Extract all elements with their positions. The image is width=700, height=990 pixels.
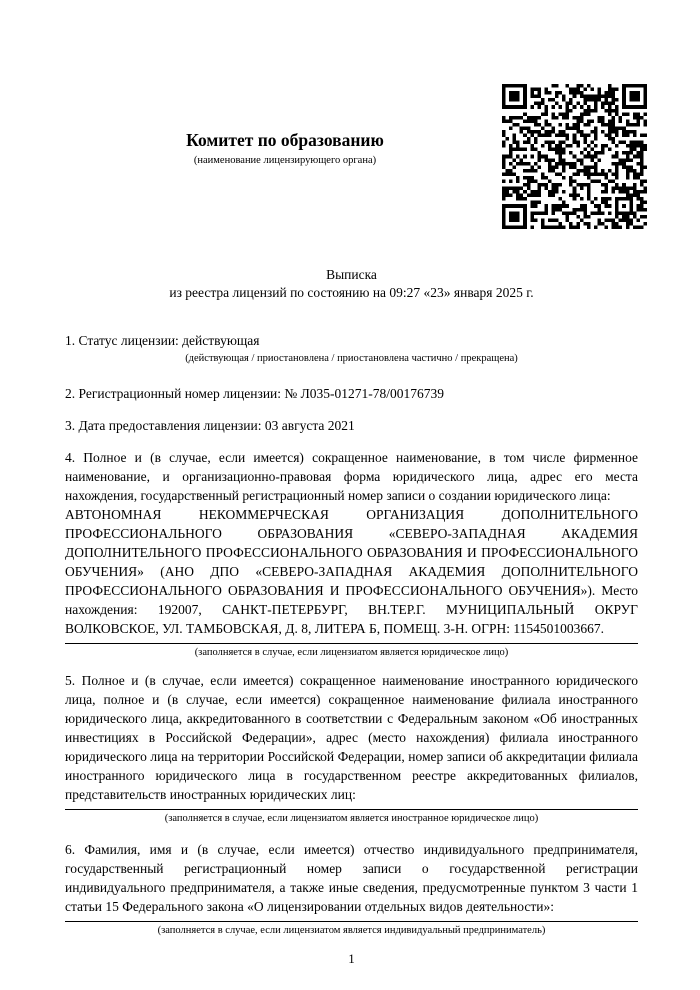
qr-code-icon — [502, 84, 647, 229]
fill-in-line — [65, 643, 638, 644]
item-4-legal-entity — [65, 448, 638, 659]
item-4-caption: (заполняется в случае, если лицензиатом является юридическое лицо) — [194, 647, 509, 658]
item-2-registration-number — [65, 384, 638, 403]
licensing-authority-caption: (наименование лицензирующего органа) — [193, 155, 377, 166]
item-6-text: 6. Фамилия, имя и (в случае, если имеется) отчество индивидуального предпринимателя, государственный регистрационный номер записи о государственной регистрации индивидуального предпринимателя, а также иные сведения, предусмотренные пунктом 3 части 1 статьи 15 Федерального закона «О лицензировании отдельных видов деятельности»: — [65, 842, 638, 914]
fill-in-line — [65, 809, 638, 810]
item-4-value: АВТОНОМНАЯ НЕКОММЕРЧЕСКАЯ ОРГАНИЗАЦИЯ ДОПОЛНИТЕЛЬНОГО ПРОФЕССИОНАЛЬНОГО ОБРАЗОВАНИЯ «СЕВЕРО-ЗАПАДНАЯ АКАДЕМИЯ ДОПОЛНИТЕЛЬНОГО ПРОФЕССИОНАЛЬНОГО ОБРАЗОВАНИЯ И ПРОФЕССИОНАЛЬНОГО ОБУЧЕНИЯ» (АНО ДПО «СЕВЕРО-ЗАПАДНАЯ АКАДЕМИЯ ДОПОЛНИТЕЛЬНОГО ПРОФЕССИОНАЛЬНОГО ОБРАЗОВАНИЯ И ПРОФЕССИОНАЛЬНОГО ОБУЧЕНИЯ»). Место нахождения: 192007, САНКТ-ПЕТЕРБУРГ, ВН.ТЕР.Г. МУНИЦИПАЛЬНЫЙ ОКРУГ ВОЛКОВСКОЕ, УЛ. ТАМБОВСКАЯ, Д. 8, ЛИТЕРА Б, ПОМЕЩ. 3-Н. ОГРН: 1154501003667. — [65, 507, 638, 636]
item-1-text: 1. Статус лицензии: действующая — [65, 333, 260, 348]
item-6-individual-entrepreneur — [65, 840, 638, 937]
item-1-license-status — [65, 331, 638, 365]
page-number: 1 — [348, 951, 355, 966]
item-3-grant-date — [65, 416, 638, 435]
item-5-foreign-entity — [65, 671, 638, 825]
item-5-text: 5. Полное и (в случае, если имеется) сокращенное наименование иностранного юридического лица, полное и (в случае, если имеется) сокращенное наименование филиала иностранного юридического лица, аккредитованного в соответствии с Федеральным законом «Об иностранных инвестициях в Российской Федерации», адрес (место нахождения) филиала иностранного юридического лица на территории Российской Федерации, номер записи об аккредитации филиала иностранного юридического лица в государственном реестре аккредитованных филиалов, представительств иностранных юридических лиц: — [65, 673, 638, 802]
item-3-text: 3. Дата предоставления лицензии: 03 августа 2021 — [65, 418, 355, 433]
licensing-authority-name: Комитет по образованию — [186, 130, 384, 150]
extract-title-date-line: из реестра лицензий по состоянию на 09:27 «23» января 2025 г. — [169, 284, 534, 300]
item-6-caption: (заполняется в случае, если лицензиатом является индивидуальный предприниматель) — [157, 925, 546, 936]
item-2-text: 2. Регистрационный номер лицензии: № Л035-01271-78/00176739 — [65, 386, 445, 401]
item-1-caption: (действующая / приостановлена / приостановлена частично / прекращена) — [185, 353, 518, 364]
item-4-text: 4. Полное и (в случае, если имеется) сокращенное наименование, в том числе фирменное наименование, и организационно-правовая форма юридического лица, адрес его места нахождения, государственный регистрационный номер записи о создании юридического лица: — [65, 450, 638, 503]
extract-title-block — [65, 266, 638, 301]
licensing-authority-header — [65, 130, 505, 167]
item-5-caption: (заполняется в случае, если лицензиатом является иностранное юридическое лицо) — [164, 813, 539, 824]
extract-title: Выписка — [326, 267, 377, 282]
fill-in-line — [65, 921, 638, 922]
